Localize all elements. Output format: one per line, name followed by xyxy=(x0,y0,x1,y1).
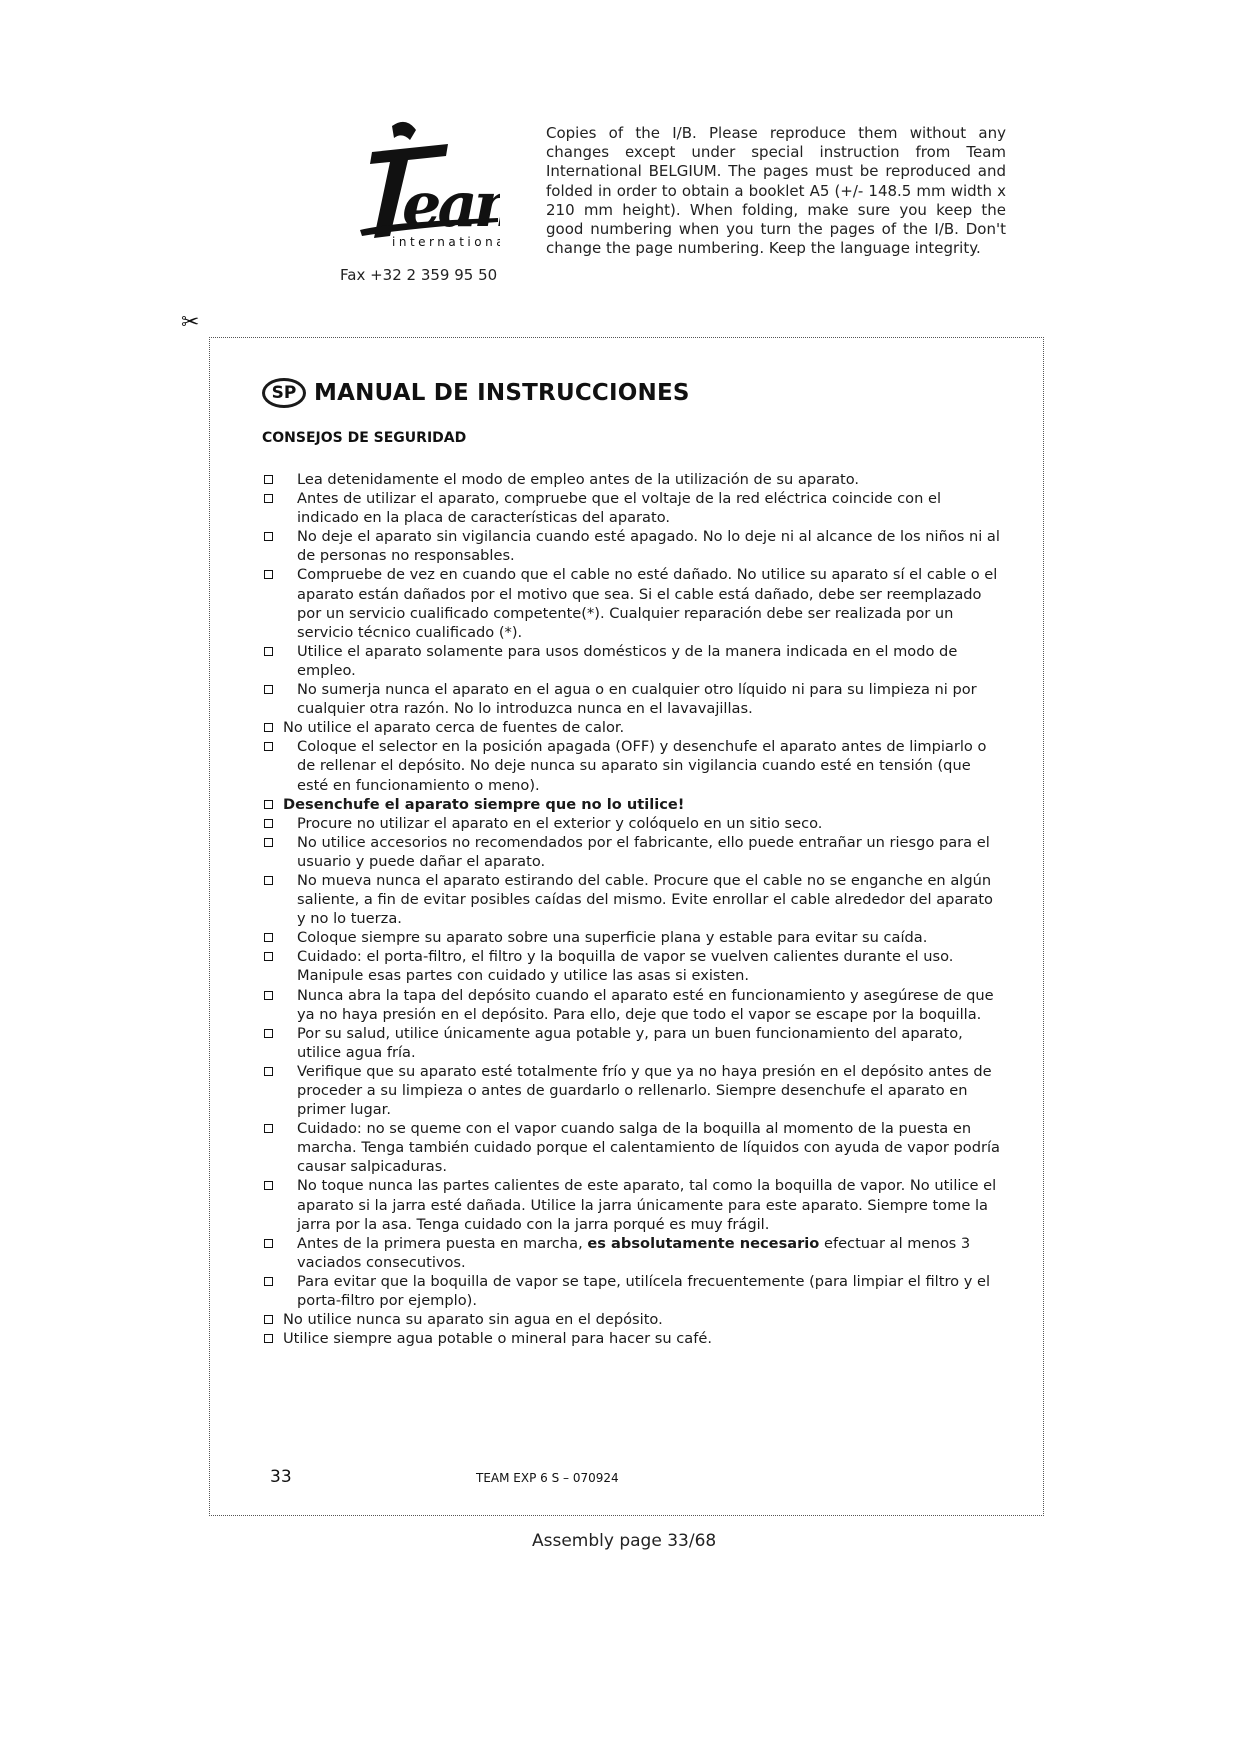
checkbox-icon xyxy=(264,475,273,484)
assembly-page: Assembly page 33/68 xyxy=(532,1531,717,1551)
list-item: Para evitar que la boquilla de vapor se tape, utilícela frecuentemente (para limpiar el filtro y el porta-filtro por ejemplo). xyxy=(262,1272,1000,1310)
checkbox-icon xyxy=(264,1067,273,1076)
checkbox-icon xyxy=(264,532,273,541)
list-item: Antes de la primera puesta en marcha, es absolutamente necesario efectuar al menos 3 vaciados consecutivos. xyxy=(262,1234,1000,1272)
reproduction-note: Copies of the I/B. Please reproduce them without any changes except under special instruction from Team International BELGIUM. The pages must be reproduced and folded in order to obtain a booklet A5 (+/- 148.5 mm width x 210 mm height). When folding, make sure you keep the good numbering when you turn the pages of the I/B. Don't change the page numbering. Keep the language integrity. xyxy=(546,124,1006,258)
list-item: No toque nunca las partes calientes de este aparato, tal como la boquilla de vapor. No utilice el aparato si la jarra esté dañada. Utilice la jarra únicamente para este aparato. Siempre tome la jarra por la asa. Tenga cuidado con la jarra porqué es muy frágil. xyxy=(262,1176,1000,1233)
checkbox-icon xyxy=(264,838,273,847)
checkbox-icon xyxy=(264,952,273,961)
list-item: Cuidado: no se queme con el vapor cuando salga de la boquilla al momento de la puesta en marcha. Tenga también cuidado porque el calentamiento de líquidos con ayuda de vapor podría causar salpicaduras. xyxy=(262,1119,1000,1176)
list-item: Compruebe de vez en cuando que el cable no esté dañado. No utilice su aparato sí el cable o el aparato están dañados por el motivo que sea. Si el cable está dañado, debe ser reemplazado por un servicio cualificado competente(*). Cualquier reparación debe ser realizada por un servicio técnico cualificado (*). xyxy=(262,565,1000,641)
page-title: MANUAL DE INSTRUCCIONES xyxy=(314,380,690,406)
checkbox-icon xyxy=(264,1239,273,1248)
team-international-logo xyxy=(330,118,500,258)
scissors-icon: ✂ xyxy=(181,310,200,335)
list-item: Nunca abra la tapa del depósito cuando el aparato esté en funcionamiento y asegúrese de que ya no haya presión en el depósito. Para ello, deje que todo el vapor se escape por la boquilla. xyxy=(262,986,1000,1024)
list-item: Por su salud, utilice únicamente agua potable y, para un buen funcionamiento del aparato, utilice agua fría. xyxy=(262,1024,1000,1062)
fax-number: Fax +32 2 359 95 50 xyxy=(340,266,498,284)
list-item: No utilice accesorios no recomendados por el fabricante, ello puede entrañar un riesgo para el usuario y puede dañar el aparato. xyxy=(262,833,1000,871)
list-item: Coloque el selector en la posición apagada (OFF) y desenchufe el aparato antes de limpiarlo o de rellenar el depósito. No deje nunca su aparato sin vigilancia cuando esté en tensión (que esté en funcionamiento o meno). xyxy=(262,737,1000,794)
checkbox-icon xyxy=(264,819,273,828)
list-item: Utilice el aparato solamente para usos domésticos y de la manera indicada en el modo de empleo. xyxy=(262,642,1000,680)
list-item: Cuidado: el porta-filtro, el filtro y la boquilla de vapor se vuelven calientes durante el uso. Manipule esas partes con cuidado y utilice las asas si existen. xyxy=(262,947,1000,985)
checkbox-icon xyxy=(264,723,273,732)
checkbox-icon xyxy=(264,685,273,694)
checkbox-icon xyxy=(264,933,273,942)
language-badge: SP xyxy=(262,378,306,408)
list-item: Lea detenidamente el modo de empleo antes de la utilización de su aparato. xyxy=(262,470,1000,489)
checkbox-icon xyxy=(264,1181,273,1190)
checkbox-icon xyxy=(264,876,273,885)
list-item: No sumerja nunca el aparato en el agua o en cualquier otro líquido ni para su limpieza ni por cualquier otra razón. No lo introduzca nunca en el lavavajillas. xyxy=(262,680,1000,718)
checkbox-icon xyxy=(264,1315,273,1324)
manual-title xyxy=(262,376,690,410)
list-item: No mueva nunca el aparato estirando del cable. Procure que el cable no se enganche en algún saliente, a fin de evitar posibles caídas del mismo. Evite enrollar el cable alrededor del aparato y no lo tuerza. xyxy=(262,871,1000,928)
checkbox-icon xyxy=(264,800,273,809)
safety-list xyxy=(262,470,1000,1348)
checkbox-icon xyxy=(264,742,273,751)
list-item: No utilice nunca su aparato sin agua en el depósito. xyxy=(262,1310,1000,1329)
checkbox-icon xyxy=(264,1277,273,1286)
svg-text:eam: ea xyxy=(402,168,474,241)
list-item: Utilice siempre agua potable o mineral para hacer su café. xyxy=(262,1329,1000,1348)
checkbox-icon xyxy=(264,1124,273,1133)
list-item: Procure no utilizar el aparato en el exterior y colóquelo en un sitio seco. xyxy=(262,814,1000,833)
list-item: No deje el aparato sin vigilancia cuando esté apagado. No lo deje ni al alcance de los niños ni al de personas no responsables. xyxy=(262,527,1000,565)
checkbox-icon xyxy=(264,647,273,656)
list-item: Desenchufe el aparato siempre que no lo utilice! xyxy=(262,795,1000,814)
checkbox-icon xyxy=(264,1334,273,1343)
list-item: Verifique que su aparato esté totalmente frío y que ya no haya presión en el depósito antes de proceder a su limpieza o antes de guardarlo o rellenarlo. Siempre desenchufe el aparato en primer lugar. xyxy=(262,1062,1000,1119)
section-heading: CONSEJOS DE SEGURIDAD xyxy=(262,430,467,446)
list-item: Coloque siempre su aparato sobre una superficie plana y estable para evitar su caída. xyxy=(262,928,1000,947)
logo-subtitle: internation xyxy=(392,235,497,249)
list-item: No utilice el aparato cerca de fuentes de calor. xyxy=(262,718,1000,737)
page-number: 33 xyxy=(270,1467,292,1487)
checkbox-icon xyxy=(264,1029,273,1038)
list-item: Antes de utilizar el aparato, compruebe que el voltaje de la red eléctrica coincide con el indicado en la placa de características del aparato. xyxy=(262,489,1000,527)
checkbox-icon xyxy=(264,570,273,579)
checkbox-icon xyxy=(264,991,273,1000)
checkbox-icon xyxy=(264,494,273,503)
model-code: TEAM EXP 6 S – 070924 xyxy=(476,1471,619,1485)
